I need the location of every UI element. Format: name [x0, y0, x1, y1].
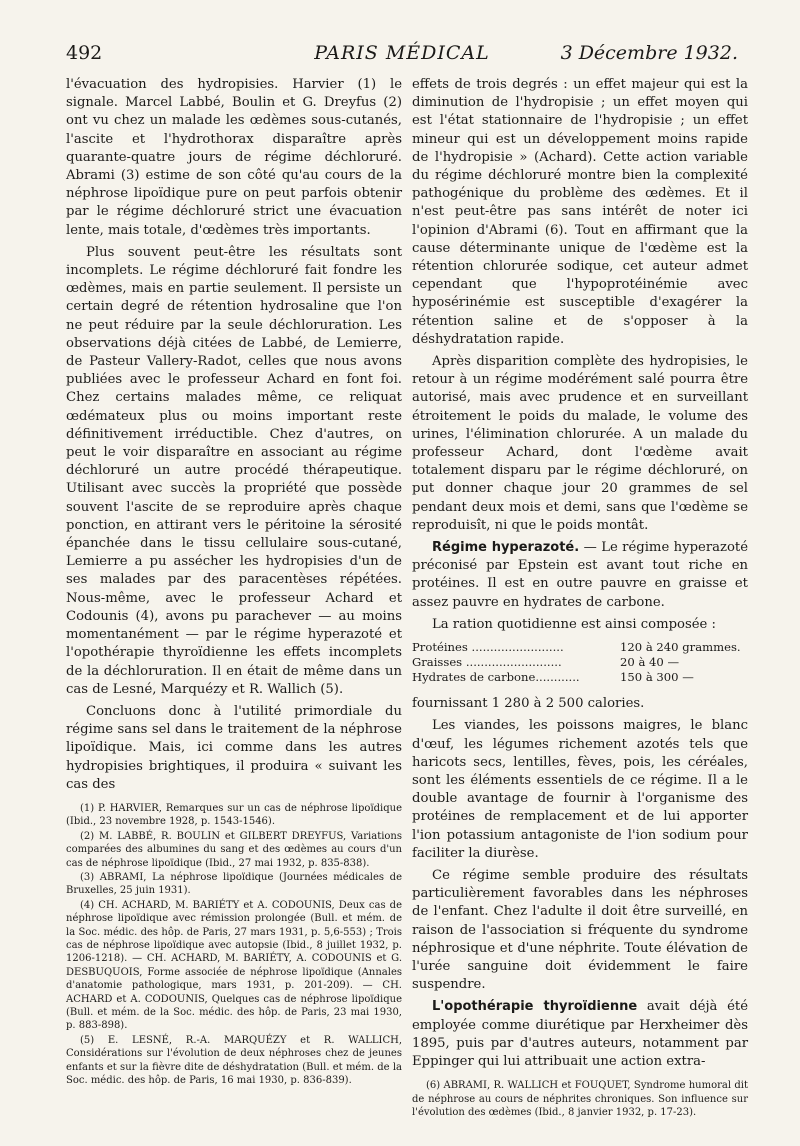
ration-value: 120 à 240 grammes. [620, 640, 741, 655]
section-heading-opotherapie: L'opothérapie thyroïdienne [432, 999, 638, 1015]
right-footnotes [412, 1079, 748, 1119]
right-paragraph-6: Les viandes, les poissons maigres, le blanc d'œuf, les légumes richement azotés tels que haricots secs, lentilles, fèves, pois, les céréales, sont les éléments essentiels de ce régime. Il a le double avantage de fournir à l'organisme des protéines de remplacement et de lui apporter l'ion potassium antagoniste de l'ion sodium pour faciliter la diurèse. [412, 718, 748, 861]
right-paragraph-5: fournissant 1 280 à 2 500 calories. [412, 696, 645, 712]
right-paragraph-4: La ration quotidienne est ainsi composée : [432, 616, 716, 632]
table-row [412, 640, 748, 655]
ration-table [412, 640, 748, 685]
page-header [66, 40, 738, 66]
footnote: (3) ABRAMI, La néphrose lipoïdique (Journées médicales de Bruxelles, 25 juin 1931). [66, 871, 402, 897]
right-paragraph-2: Après disparition complète des hydropisies, le retour à un régime modérément salé pourra être autorisé, mais avec prudence et en surveillant étroitement le poids du malade, le volume des urines, l'élimination chlorurée. A un malade du professeur Achard, dont l'œdème avait totalement disparu par le régime déchloruré, on put donner chaque jour 20 grammes de sel pendant deux mois et demi, sans que l'œdème se reproduisît, ni que le poids montât. [412, 354, 748, 533]
ration-item: Hydrates de carbone............ [412, 670, 580, 685]
section-text: avait déjà été employée comme diurétique par Herxheimer dès 1895, puis par d'autres auteurs, notamment par Eppinger qui lui attribuait une action extra- [412, 999, 749, 1069]
right-paragraph-3 [412, 539, 748, 612]
left-column [66, 76, 402, 1088]
table-row [412, 655, 748, 670]
section-text: — Le régime hyperazoté préconisé par Epstein est avant tout riche en protéines. Il est en outre pauvre en graisse et assez pauvre en hydrates de carbone. [412, 540, 748, 610]
footnote: (2) M. LABBÉ, R. BOULIN et GILBERT DREYFUS, Variations comparées des albumines du sang et des œdèmes au cours d'un cas de néphrose lipoïdique (Ibid., 27 mai 1932, p. 835-838). [66, 830, 402, 869]
ration-value: 20 à 40 — [620, 655, 680, 670]
section-heading-regime: Régime hyperazoté. [432, 540, 580, 556]
footnote: (4) CH. ACHARD, M. BARIÉTY et A. CODOUNIS, Deux cas de néphrose lipoïdique avec rémission prolongée (Bull. et mém. de la Soc. médic. des hôp. de Paris, 27 mars 1931, p. 5,6-553) ; Trois cas de néphrose lipoïdique avec autopsie (Ibid., 8 juillet 1932, p. 1206-1218). — CH. ACHARD, M. BARIÉTY, A. CODOUNIS et G. DESBUQUOIS, Forme associée de néphrose lipoïdique (Annales d'anatomie pathologique, mars 1931, p. 201-209). — CH. ACHARD et A. CODOUNIS, Quelques cas de néphrose lipoïdique (Bull. et mém. de la Soc. médic. des hôp. de Paris, 23 mai 1930, p. 883-898). [66, 899, 402, 1032]
left-footnotes [66, 802, 402, 1088]
ration-item: Protéines ......................... [412, 640, 564, 655]
footnote: (6) ABRAMI, R. WALLICH et FOUQUET, Syndrome humoral dit de néphrose au cours de néphrites chroniques. Son influence sur l'évolution des œdèmes (Ibid., 8 janvier 1932, p. 17-23). [412, 1080, 748, 1118]
ration-item: Graisses .......................... [412, 655, 562, 670]
footnote: (1) P. HARVIER, Remarques sur un cas de néphrose lipoïdique (Ibid., 23 novembre 1928, p. 1543-1546). [66, 802, 402, 828]
issue-date: 3 Décembre 1932. [560, 42, 738, 64]
ration-value: 150 à 300 — [620, 670, 694, 685]
right-paragraph-1: effets de trois degrés : un effet majeur qui est la diminution de l'hydropisie ; un effet moyen qui est l'état stationnaire de l'hydropisie ; un effet mineur qui est un développement moins rapide de l'hydropisie » (Achard). Cette action variable du régime déchloruré montre bien la complexité pathogénique du problème des œdèmes. Et il n'est peut-être pas sans intérêt de noter ici l'opinion d'Abrami (6). Tout en affirmant que la cause déterminante unique de l'œdème est la rétention chlorurée sodique, cet auteur admet cependant que l'hypoprotéinémie avec hyposérinémie est susceptible d'exagérer la rétention saline et de s'opposer à la déshydratation rapide. [412, 77, 748, 347]
footnote: (5) E. LESNÉ, R.-A. MARQUÉZY et R. WALLICH, Considérations sur l'évolution de deux néphroses chez de jeunes enfants et sur la fièvre dite de déshydratation (Bull. et mém. de la Soc. médic. des hôp. de Paris, 16 mai 1930, p. 836-839). [66, 1034, 402, 1087]
journal-title: PARIS MÉDICAL [314, 42, 490, 64]
right-column [412, 76, 748, 1120]
right-paragraph-7: Ce régime semble produire des résultats particulièrement favorables dans les néphroses de l'enfant. Chez l'adulte il doit être surveillé, en raison de l'association si fréquente du syndrome néphrosique et d'une néphrite. Toute élévation de l'urée sanguine doit évidemment le faire suspendre. [412, 867, 748, 993]
left-paragraph-1: l'évacuation des hydropisies. Harvier (1) le signale. Marcel Labbé, Boulin et G. Dreyfus (2) ont vu chez un malade les œdèmes sous-cutanés, l'ascite et l'hydrothorax disparaître après quarante-quatre jours de régime déchloruré. Abrami (3) estime de son côté qu'au cours de la néphrose lipoïdique pure on peut parfois obtenir par le régime déchloruré strict une évacuation lente, mais totale, d'œdèmes très importants. [66, 77, 402, 238]
page-number: 492 [66, 42, 103, 64]
right-paragraph-8 [412, 998, 748, 1071]
table-row [412, 670, 748, 685]
left-paragraph-2: Plus souvent peut-être les résultats sont incomplets. Le régime déchloruré fait fondre les œdèmes, mais en partie seulement. Il persiste un certain degré de rétention hydrosaline que l'on ne peut réduire par la seule déchloruration. Les observations déjà citées de Labbé, de Lemierre, de Pasteur Vallery-Radot, celles que nous avons publiées avec le professeur Achard en font foi. Chez certains malades même, ce reliquat œdémateux plus ou moins important reste définitivement irréductible. Chez d'autres, on peut le voir disparaître en associant au régime déchloruré un autre procédé thérapeutique. Utilisant avec succès la propriété que possède souvent l'ascite de se reproduire après chaque ponction, en attirant vers le péritoine la sérosité épanchée dans le tissu cellulaire sous-cutané, Lemierre a pu assécher les hydropisies d'un de ses malades par des paracentèses répétées. Nous-même, avec le professeur Achard et Codounis (4), avons pu parachever — au moins momentanément — par le régime hyperazoté et l'opothérapie thyroïdienne les effets incomplets de la déchloruration. Il en était de même dans un cas de Lesné, Marquézy et R. Wallich (5). [66, 244, 402, 697]
left-paragraph-3: Concluons donc à l'utilité primordiale du régime sans sel dans le traitement de la néphrose lipoïdique. Mais, ici comme dans les autres hydropisies brightiques, il produira « suivant les cas des [66, 703, 402, 792]
